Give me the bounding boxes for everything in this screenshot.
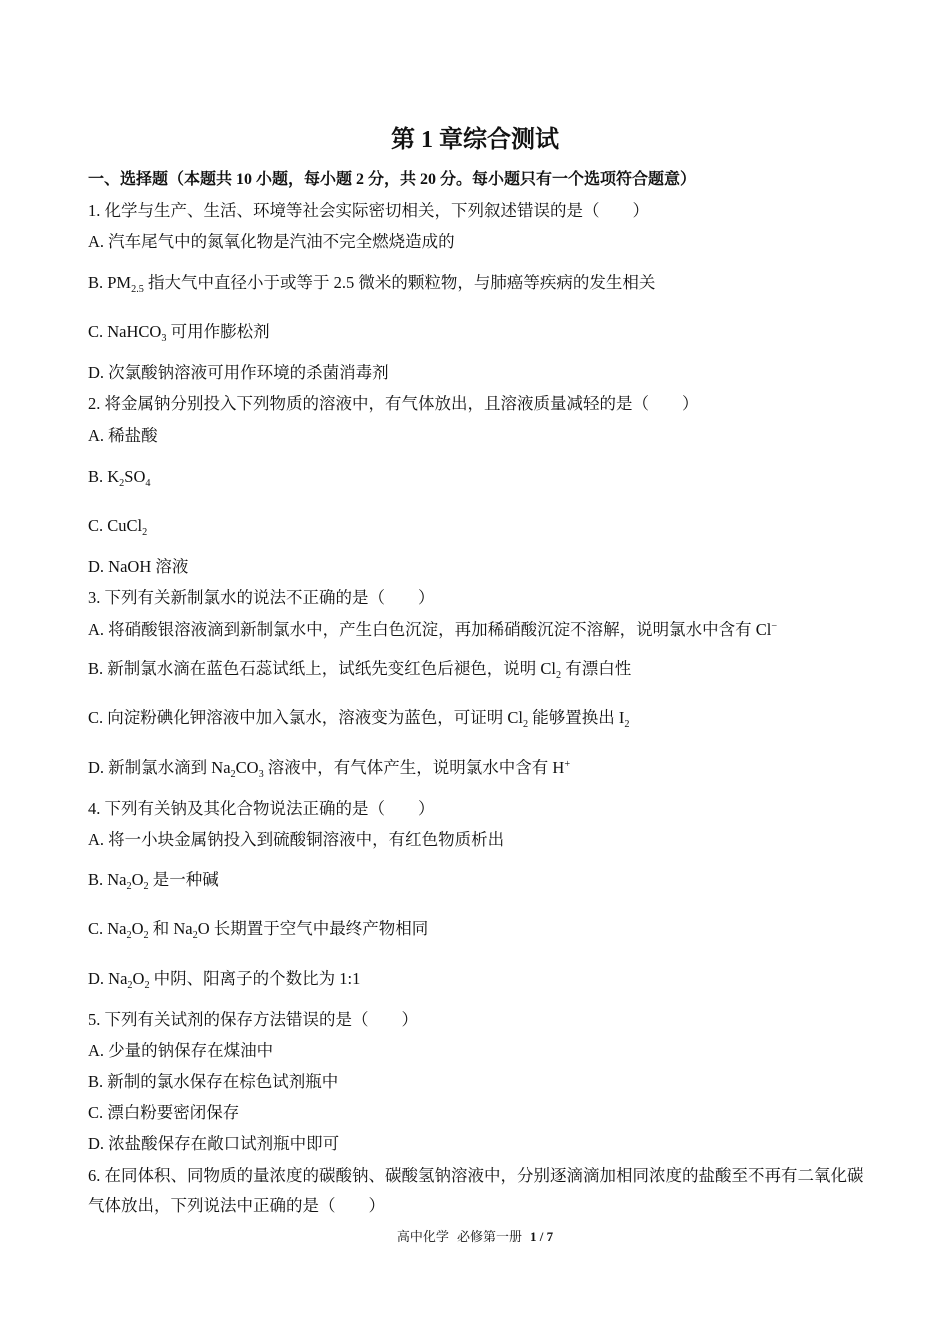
option-text: O 长期置于空气中最终产物相同 [197,919,429,938]
option-text: D. 新制氯水滴到 Na [88,758,231,777]
question-3-stem: 3. 下列有关新制氯水的说法不正确的是（ ） [88,588,435,607]
question-3-option-d [88,758,570,778]
question-2-option-c [88,516,147,536]
option-text: 和 Na [148,919,193,938]
formula-subscript: 2 [143,880,149,892]
formula-subscript: 3 [161,332,167,344]
question-2-option-a: A. 稀盐酸 [88,426,158,445]
formula-subscript: 2 [522,718,529,730]
formula-subscript: 2 [230,768,236,780]
option-text: 有漂白性 [561,659,632,678]
formula-subscript: 2 [192,929,198,941]
option-text: B. Na [88,870,127,889]
page-title: 第 1 章综合测试 [391,127,559,153]
section-heading: 一、选择题（本题共 10 小题，每小题 2 分，共 20 分。每小题只有一个选项符合题意） [88,171,697,188]
formula-subscript: 2 [126,929,132,941]
option-text: C. CuCl [88,516,143,535]
question-4-option-c [88,919,428,939]
question-4-option-a: A. 将一小块金属钠投入到硫酸铜溶液中，有红色物质析出 [88,830,505,849]
option-text: 能够置换出 I [528,708,625,727]
question-2-option-d: D. NaOH 溶液 [88,557,189,576]
option-text: 溶液中，有气体产生，说明氯水中含有 H [263,758,565,777]
question-3-option-a [88,620,777,640]
question-1-option-c [88,322,270,342]
option-text: C. Na [88,919,127,938]
question-1-option-a: A. 汽车尾气中的氮氧化物是汽油不完全燃烧造成的 [88,232,455,251]
question-5-option-d: D. 浓盐酸保存在敞口试剂瓶中即可 [88,1134,340,1153]
option-text: 是一种碱 [148,870,219,889]
question-5-option-b: B. 新制的氯水保存在棕色试剂瓶中 [88,1072,339,1091]
question-5-option-a: A. 少量的钠保存在煤油中 [88,1041,274,1060]
question-4-option-d [88,969,360,989]
formula-subscript: 2 [555,669,562,681]
option-text: C. 向淀粉碘化钾溶液中加入氯水，溶液变为蓝色，可证明 Cl [88,708,523,727]
question-1-option-d: D. 次氯酸钠溶液可用作环境的杀菌消毒剂 [88,363,389,382]
formula-subscript: 2.5 [131,283,144,295]
formula-subscript: 2 [143,929,149,941]
formula-subscript: 2 [126,880,132,892]
formula-subscript: 2 [144,979,150,991]
formula-superscript: − [771,621,778,633]
question-2-option-b [88,467,150,487]
page-footer [0,1228,950,1246]
option-text: D. Na [88,969,128,988]
question-1-option-b [88,273,655,293]
question-6-stem-line-2: 气体放出，下列说法中正确的是（ ） [88,1196,385,1215]
option-text: A. 将硝酸银溶液滴到新制氯水中，产生白色沉淀，再加稀硝酸沉淀不溶解，说明氯水中含有 Cl [88,620,772,639]
option-text: O [131,919,144,938]
question-3-option-c [88,708,629,728]
page-number: 1 / 7 [529,1229,554,1244]
formula-subscript: 2 [127,979,133,991]
formula-subscript: 2 [142,526,148,538]
question-1-stem: 1. 化学与生产、生活、环境等社会实际密切相关，下列叙述错误的是（ ） [88,201,649,220]
option-text: B. PM [88,273,132,292]
question-5-option-c: C. 漂白粉要密闭保存 [88,1103,240,1122]
option-text: 指大气中直径小于或等于 2.5 微米的颗粒物，与肺癌等疾病的发生相关 [143,273,656,292]
option-text: CO [235,758,259,777]
question-5-stem: 5. 下列有关试剂的保存方法错误的是（ ） [88,1010,418,1029]
option-text: 中阴、阳离子的个数比为 1:1 [149,969,361,988]
option-text: 可用作膨松剂 [166,322,270,341]
option-text: O [132,969,145,988]
question-4-stem: 4. 下列有关钠及其化合物说法正确的是（ ） [88,799,435,818]
formula-subscript: 2 [624,718,630,730]
formula-subscript: 4 [145,477,151,489]
option-text: O [131,870,144,889]
formula-subscript: 3 [258,768,264,780]
question-4-option-b [88,870,219,890]
formula-superscript: + [564,759,571,771]
option-text: C. NaHCO [88,322,162,341]
question-6-stem-line-1: 6. 在同体积、同物质的量浓度的碳酸钠、碳酸氢钠溶液中，分别逐滴滴加相同浓度的盐酸至不再有二氧化碳 [88,1166,864,1185]
option-text: B. 新制氯水滴在蓝色石蕊试纸上，试纸先变红色后褪色，说明 Cl [88,659,556,678]
option-text: SO [124,467,146,486]
formula-subscript: 2 [119,477,125,489]
book-name: 必修第一册 [456,1229,522,1244]
question-3-option-b [88,659,631,679]
option-text: B. K [88,467,120,486]
course-name: 高中化学 [396,1229,449,1244]
question-2-stem: 2. 将金属钠分别投入下列物质的溶液中，有气体放出，且溶液质量减轻的是（ ） [88,394,699,413]
